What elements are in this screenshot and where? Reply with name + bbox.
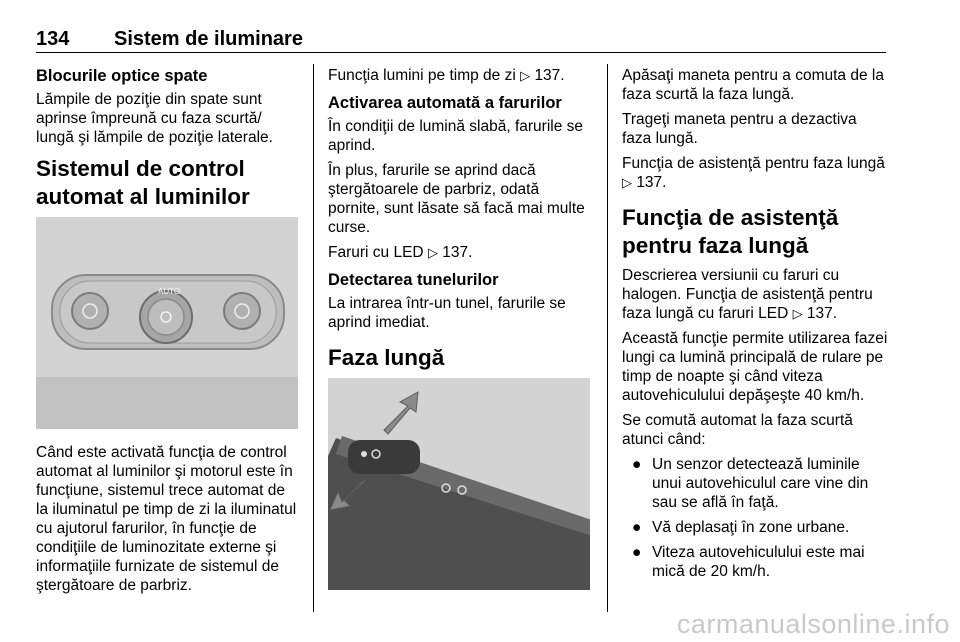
heading-tunnel-detection: Detectarea tunelurilor — [328, 271, 499, 289]
triangle-right-icon: ▷ — [792, 306, 803, 321]
header-divider — [36, 52, 886, 53]
paragraph-rear-lights: Lămpile de poziţie din spate sunt aprinse împreună cu faza scurtă/ lungă şi lămpile de poziţie laterale. — [36, 91, 273, 146]
list-item: ● Vă deplasaţi în zone urbane. — [632, 519, 850, 536]
column-divider-2 — [607, 64, 608, 612]
paragraph-pull-stalk: Trageţi maneta pentru a dezactiva faza lungă. — [622, 111, 857, 147]
paragraph-auto-activation-2: În plus, farurile se aprind dacă ştergătoarele de parbriz, odată pornite, sunt lăsate să facă mai multe curse. — [328, 162, 585, 236]
column-1 — [36, 66, 300, 601]
reference-assist-page[interactable]: 137. — [636, 174, 667, 191]
triangle-right-icon: ▷ — [427, 245, 438, 260]
bullet-icon: ● — [632, 456, 642, 473]
watermark: carmanualsonline.info — [676, 609, 950, 639]
heading-high-beam: Faza lungă — [328, 345, 445, 370]
page-number: 134 — [36, 28, 70, 50]
paragraph-auto-light-control: Când este activată funcţia de control automat al luminilor şi motorul este în funcţiune, sistemul trece automat de la iluminatul pe timp de zi la iluminatul cu ajutorul farurilor, în funcţie de condiţiile de luminozitate externe şi informaţiile furnizate de sistemul de ştergătoare de parbriz. — [36, 444, 297, 594]
heading-high-beam-assist: Funcţia de asistenţă pentru faza lungă — [622, 205, 839, 258]
triangle-right-icon: ▷ — [520, 68, 531, 83]
heading-auto-activation: Activarea automată a farurilor — [328, 94, 562, 112]
paragraph-press-stalk: Apăsaţi maneta pentru a comuta de la faza scurtă la faza lungă. — [622, 67, 884, 103]
page-header — [36, 28, 886, 54]
chapter-title: Sistem de iluminare — [114, 28, 303, 50]
triangle-right-icon: ▷ — [622, 175, 632, 190]
column-2 — [328, 66, 594, 604]
paragraph-description: Descrierea versiunii cu faruri cu halogen. Funcţia de asistenţă pentru faza lungă cu faruri LED — [622, 267, 873, 322]
heading-auto-light-control: Sistemul de control automat al luminilor — [36, 156, 250, 209]
paragraph-tunnel-detection: La intrarea într-un tunel, farurile se aprind imediat. — [328, 295, 566, 331]
column-3 — [622, 66, 888, 587]
paragraph-led: Faruri cu LED — [328, 244, 424, 261]
list-item: ● Un senzor detectează luminile unui autovehiculul care vine din sau se află în faţă. — [632, 456, 869, 511]
conditions-list — [622, 455, 888, 581]
fig-auto-label: AUTO — [158, 287, 181, 296]
paragraph-assist-ref: Funcţia de asistenţă pentru faza lungă — [622, 155, 885, 172]
paragraph-drl: Funcţia lumini pe timp de zi — [328, 67, 516, 84]
bullet-icon: ● — [632, 519, 642, 536]
reference-drl-page[interactable]: 137. — [534, 67, 565, 84]
stalk-figure — [328, 378, 590, 590]
paragraph-auto-activation-1: În condiţii de lumină slabă, farurile se aprind. — [328, 118, 584, 154]
bullet-icon: ● — [632, 544, 642, 561]
reference-desc-page[interactable]: 137. — [806, 305, 838, 322]
heading-rear-lights: Blocurile optice spate — [36, 67, 208, 85]
reference-led-page[interactable]: 137. — [442, 244, 473, 261]
light-switch-figure — [36, 217, 298, 429]
list-item: ● Viteza autovehiculului este mai mică de 20 km/h. — [632, 544, 865, 580]
paragraph-function-allows: Această funcţie permite utilizarea fazei lungi ca lumină principală de rulare pe timp de noapte şi când viteza autovehiculului depăşeşte 40 km/h. — [622, 330, 888, 404]
paragraph-switch-conditions: Se comută automat la faza scurtă atunci când: — [622, 412, 853, 448]
column-divider-1 — [313, 64, 314, 612]
